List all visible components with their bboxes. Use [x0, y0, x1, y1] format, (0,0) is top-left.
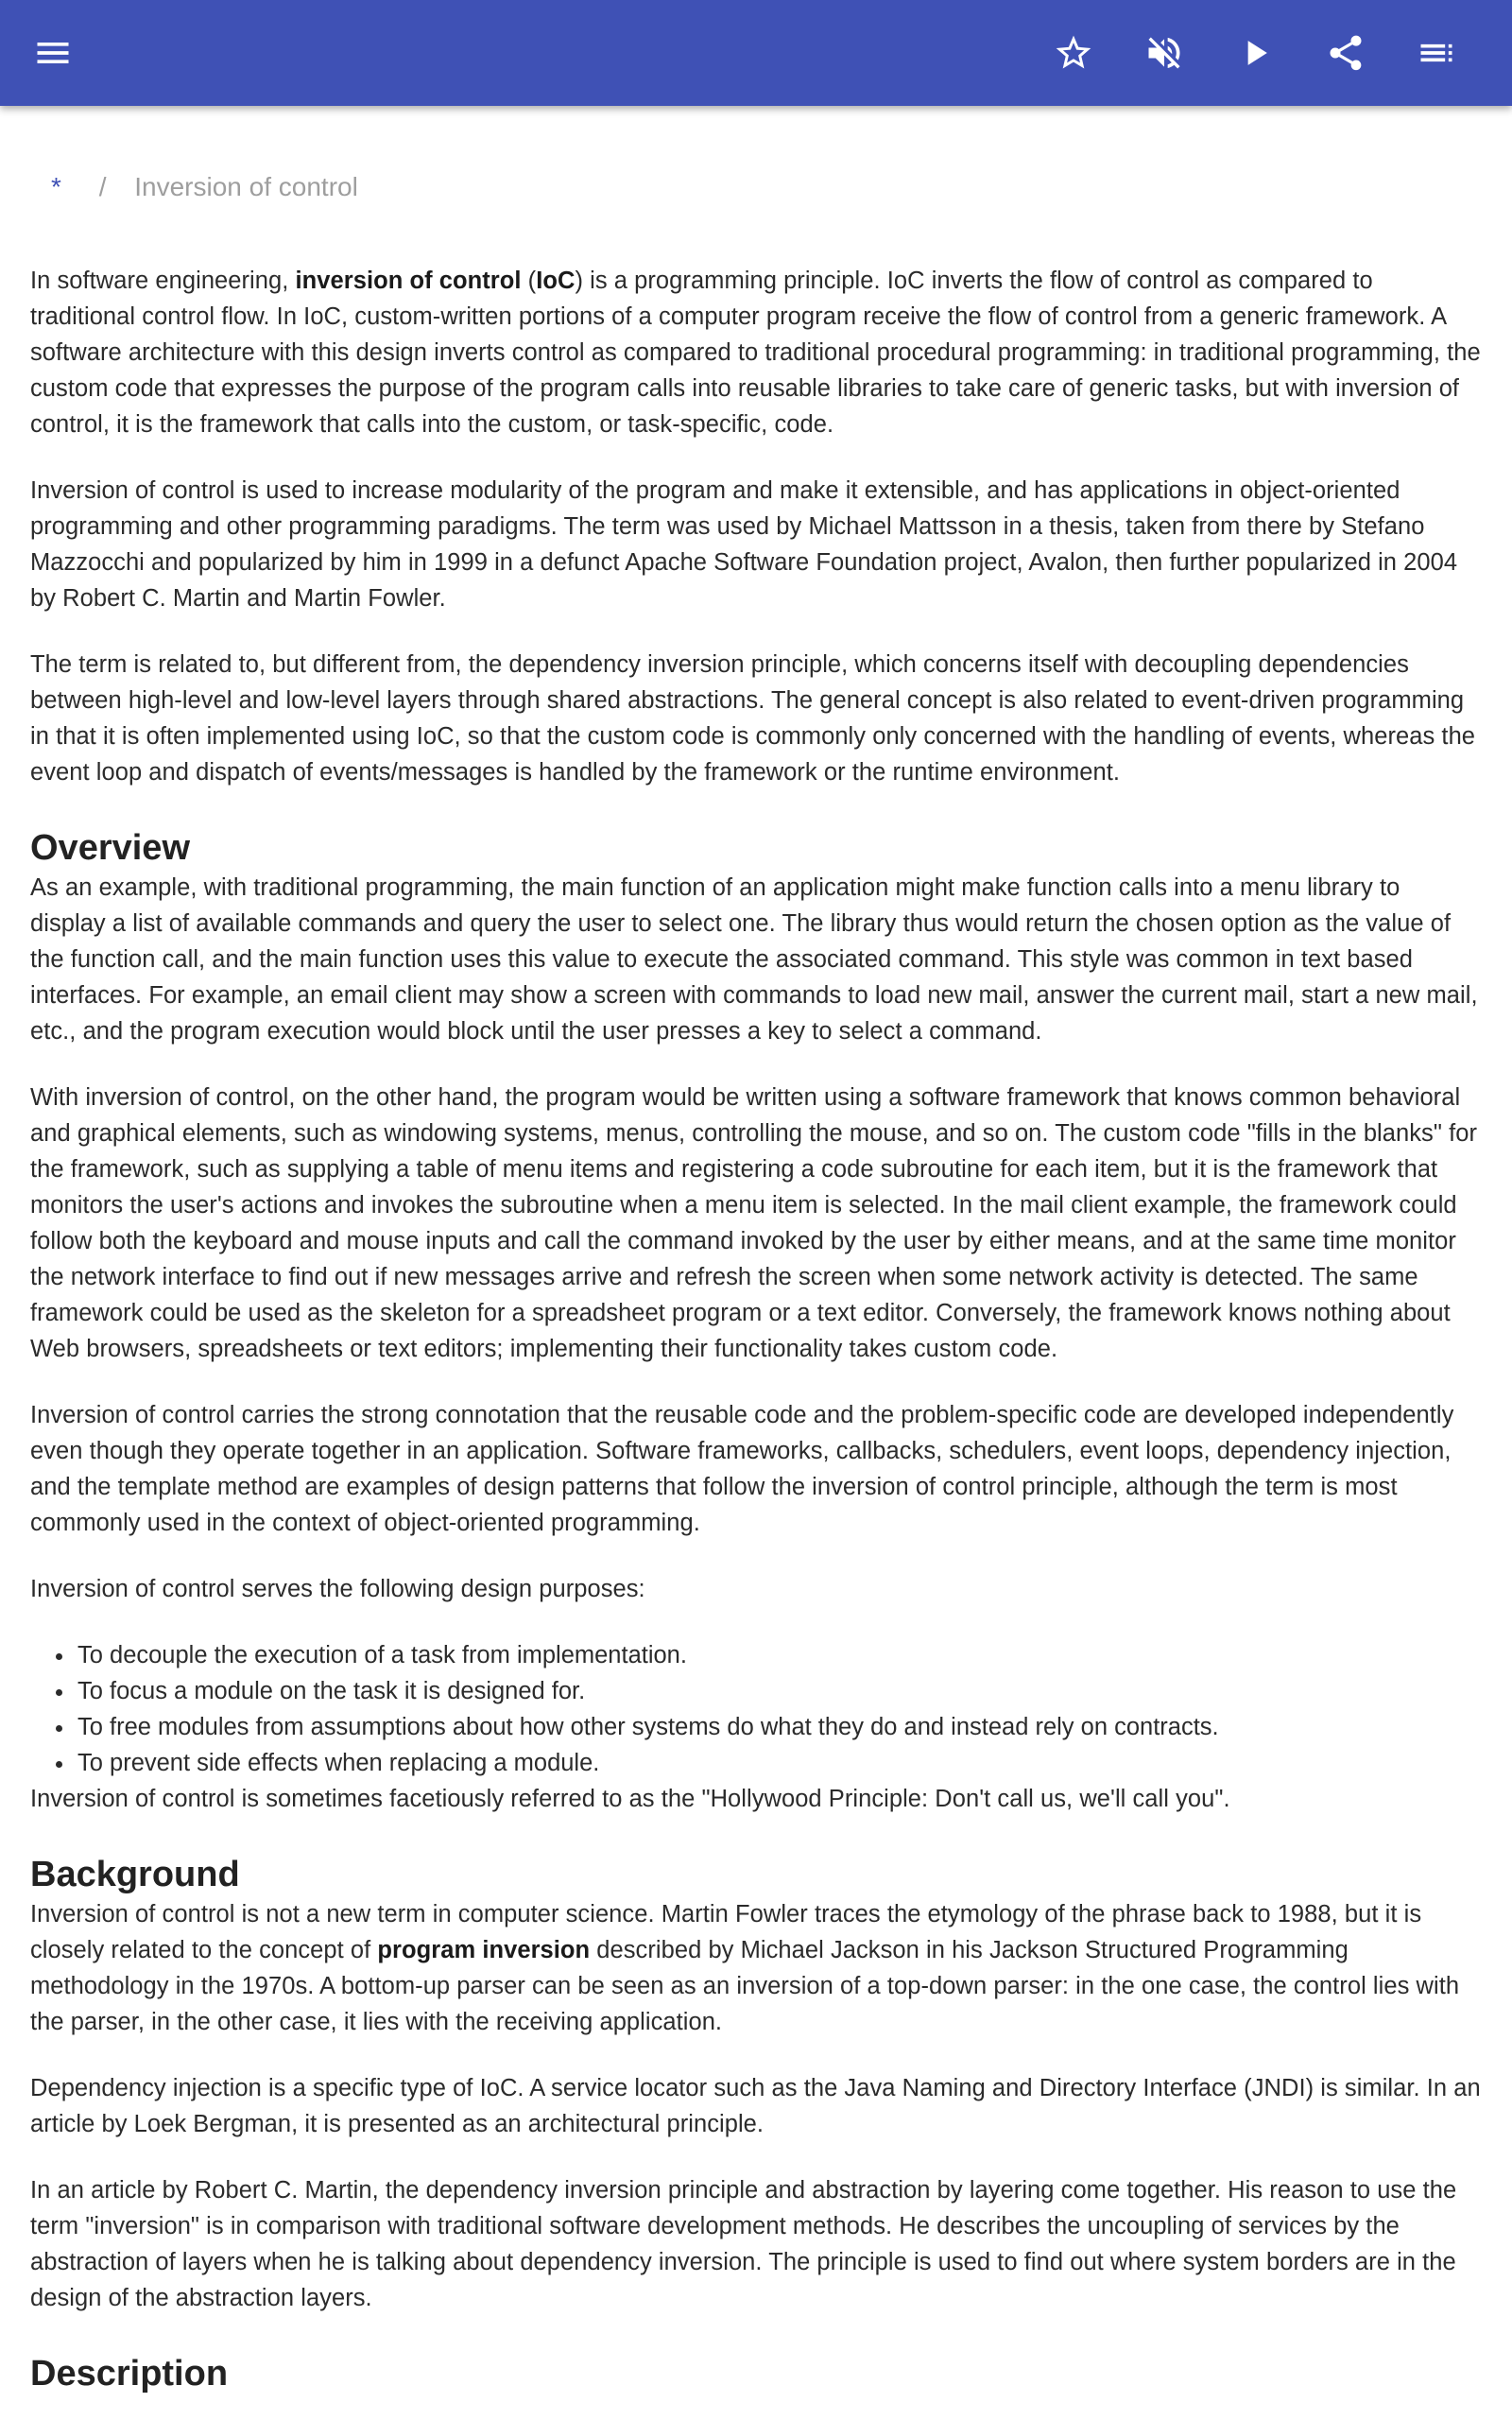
play-icon[interactable] — [1225, 23, 1285, 83]
breadcrumb-home-link[interactable]: * — [51, 172, 61, 201]
description-heading: Description — [30, 2354, 229, 2394]
app-bar — [0, 0, 1512, 106]
article-body — [30, 263, 1482, 2395]
star-icon[interactable] — [1043, 23, 1104, 83]
overview-heading: Overview — [30, 828, 190, 868]
page-content — [30, 106, 1482, 2395]
intro-paragraph-2: Inversion of control is used to increase modularity of the program and make it extensible, and has applications in object-oriented programming and other programming paradigms. The term was used by Michael Mattsson in a thesis, taken from there by Stefano Mazzocchi and popularized by him in 1999 in a defunct Apache Software Foundation project, Avalon, then further popularized in 2004 by Robert C. Martin and Martin Fowler. — [30, 477, 1458, 612]
term-program-inversion: program inversion — [377, 1937, 591, 1963]
overview-paragraph-2: With inversion of control, on the other hand, the program would be written using a software framework that knows common behavioral and graphical elements, such as windowing systems, menus, controlling the mouse, and so on. The custom code "fills in the blanks" for the framework, such as supplying a table of menu items and registering a code subroutine for each item, but it is the framework that monitors the user's actions and invokes the subroutine when a menu item is selected. In the mail client example, the framework could follow both the keyboard and mouse inputs and call the command invoked by the user by either means, and at the same time monitor the network interface to find out if new messages arrive and refresh the screen when some network activity is detected. The same framework could be used as the skeleton for a spreadsheet program or a text editor. Conversely, the framework knows nothing about Web browsers, spreadsheets or text editors; implementing their functionality takes custom code. — [30, 1084, 1477, 1362]
menu-icon[interactable] — [23, 23, 83, 83]
term-ioc: IoC — [536, 268, 576, 294]
background-paragraph-3: In an article by Robert C. Martin, the dependency inversion principle and abstraction by layering come together. His reason to use the term "inversion" is in comparison with traditional software development methods. He describes the uncoupling of services by the abstraction of layers when he is talking about dependency inversion. The principle is used to find out where system borders are in the design of the abstraction layers. — [30, 2177, 1457, 2311]
list-item: • To free modules from assumptions about how other systems do what they do and instead rely on contracts. — [76, 1709, 1482, 1745]
volume-off-icon[interactable] — [1134, 23, 1194, 83]
background-paragraph-2: Dependency injection is a specific type of IoC. A service locator such as the Java Naming and Directory Interface (JNDI) is similar. In an article by Loek Bergman, it is presented as an architectural principle. — [30, 2075, 1481, 2137]
design-purposes-list — [30, 1637, 1482, 1781]
list-item: • To focus a module on the task it is designed for. — [76, 1673, 1482, 1709]
overview-paragraph-5: Inversion of control is sometimes facetiously referred to as the "Hollywood Principle: Don't call us, we'll call you". — [30, 1786, 1230, 1812]
intro-paragraph-1: In software engineering, inversion of control (IoC) is a programming principle. IoC inverts the flow of control as compared to traditional control flow. In IoC, custom-written portions of a computer program receive the flow of control from a generic framework. A software architecture with this design inverts control as compared to traditional procedural programming: in traditional programming, the custom code that expresses the purpose of the program calls into reusable libraries to take care of generic tasks, but with inversion of control, it is the framework that calls into the custom, or task-specific, code. — [30, 268, 1481, 438]
intro-paragraph-3: The term is related to, but different from, the dependency inversion principle, which concerns itself with decoupling dependencies between high-level and low-level layers through shared abstractions. The general concept is also related to event-driven programming in that it is often implemented using IoC, so that the custom code is commonly only concerned with the handling of events, whereas the event loop and dispatch of events/messages is handled by the framework or the runtime environment. — [30, 651, 1476, 786]
breadcrumb-separator: / — [98, 172, 107, 201]
overview-paragraph-1: As an example, with traditional programming, the main function of an application might make function calls into a menu library to display a list of available commands and query the user to select one. The library thus would return the chosen option as the value of the function call, and the main function uses this value to execute the associated command. This style was common in text based interfaces. For example, an email client may show a screen with commands to load new mail, answer the current mail, start a new mail, etc., and the program execution would block until the user presses a key to select a command. — [30, 874, 1478, 1045]
list-item: • To decouple the execution of a task from implementation. — [76, 1637, 1482, 1673]
overview-paragraph-4: Inversion of control serves the following design purposes: — [30, 1576, 645, 1602]
breadcrumb-current: Inversion of control — [134, 172, 358, 201]
background-heading: Background — [30, 1855, 240, 1894]
background-paragraph-1: Inversion of control is not a new term in computer science. Martin Fowler traces the etymology of the phrase back to 1988, but it is closely related to the concept of program inversion described by Michael Jackson in his Jackson Structured Programming methodology in the 1970s. A bottom-up parser can be seen as an inversion of a top-down parser: in the one case, the control lies with the parser, in the other case, it lies with the receiving application. — [30, 1901, 1460, 2035]
term-inversion-of-control: inversion of control — [295, 268, 522, 294]
toc-icon[interactable] — [1406, 23, 1467, 83]
overview-paragraph-3: Inversion of control carries the strong connotation that the reusable code and the problem-specific code are developed independently even though they operate together in an application. Software frameworks, callbacks, schedulers, event loops, dependency injection, and the template method are examples of design patterns that follow the inversion of control principle, although the term is most commonly used in the context of object-oriented programming. — [30, 1402, 1454, 1536]
list-item: • To prevent side effects when replacing a module. — [76, 1745, 1482, 1781]
share-icon[interactable] — [1315, 23, 1376, 83]
breadcrumb — [51, 168, 1482, 206]
